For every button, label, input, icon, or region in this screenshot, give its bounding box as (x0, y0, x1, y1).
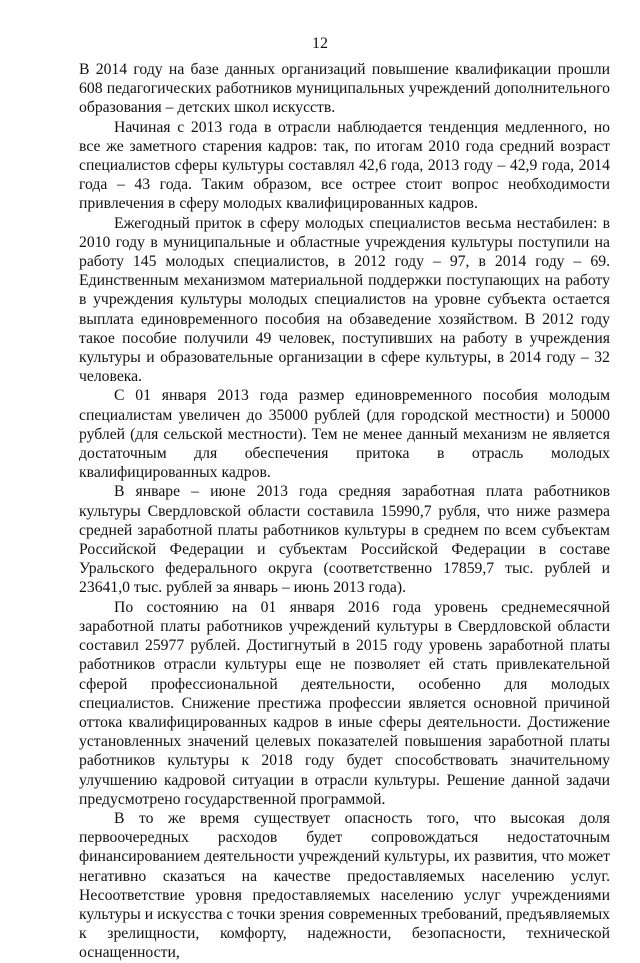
paragraph-salary-2013: В январе – июне 2013 года средняя заработная плата работников культуры Свердловской области составила 15990,7 рубля, что ниже размера средней заработной платы работников культуры в среднем по всем субъектам Российской Федерации и субъектам Российской Федерации в составе Уральского федерального округа (соответственно 17859,7 тыс. рублей и 23641,0 тыс. рублей за январь – июнь 2013 года). (79, 483, 610, 597)
paragraph-allowance-increase: С 01 января 2013 года размер единовременного пособия молодым специалистам увеличен до 35000 рублей (для городской местности) и 50000 рублей (для сельской местности). Тем не менее данный механизм не является достаточным для обеспечения притока в отрасль молодых квалифицированных кадров. (79, 387, 610, 482)
page-number: 12 (312, 35, 328, 52)
paragraph-training: В 2014 году на базе данных организаций повышение квалификации прошли 608 педагогических работников муниципальных учреждений дополнительного образования – детских школ искусств. (79, 61, 610, 117)
paragraph-funding-risk: В то же время существует опасность того, что высокая доля первоочередных расходов будет сопровождаться недостаточным финансированием деятельности учреждений культуры, их развития, что может негативно сказаться на качестве предоставляемых населению услуг. Несоответствие уровня предоставляемых населению услуг учреждениями культуры и искусства с точки зрения современных требований, предъявляемых к зрелищности, комфорту, надежности, безопасности, технической оснащенности, (79, 809, 610, 962)
paragraph-salary-2016: По состоянию на 01 января 2016 года уровень среднемесячной заработной платы работников учреждений культуры в Свердловской области составил 25977 рублей. Достигнутый в 2015 году уровень заработной платы работников отрасли культуры еще не позволяет ей стать привлекательной сферой профессиональной деятельности, особенно для молодых специалистов. Снижение престижа профессии является основной причиной оттока квалифицированных кадров в иные сферы деятельности. Достижение установленных значений целевых показателей повышения заработной платы работников культуры к 2018 году будет способствовать значительному улучшению кадровой ситуации в отрасли культуры. Решение данной задачи предусмотрено государственной программой. (79, 598, 610, 808)
paragraph-young-specialists-inflow: Ежегодный приток в сферу молодых специалистов весьма нестабилен: в 2010 году в муниципальные и областные учреждения культуры поступили на работу 145 молодых специалистов, в 2012 году – 97, в 2014 году – 69. Единственным механизмом материальной поддержки поступающих на работу в учреждения культуры молодых специалистов на уровне субъекта остается выплата единовременного пособия на обзаведение хозяйством. В 2012 году такое пособие получили 49 человек, поступивших на работу в учреждения культуры и образовательные организации в сфере культуры, в 2014 году – 32 человека. (79, 214, 610, 386)
paragraph-staff-aging: Начиная с 2013 года в отрасли наблюдается тенденция медленного, но все же заметного старения кадров: так, по итогам 2010 года средний возраст специалистов сферы культуры составлял 42,6 года, 2013 году – 42,9 года, 2014 года – 43 года. Таким образом, все острее стоит вопрос необходимости привлечения в сферу молодых квалифицированных кадров. (79, 118, 610, 213)
document-body (79, 60, 610, 963)
